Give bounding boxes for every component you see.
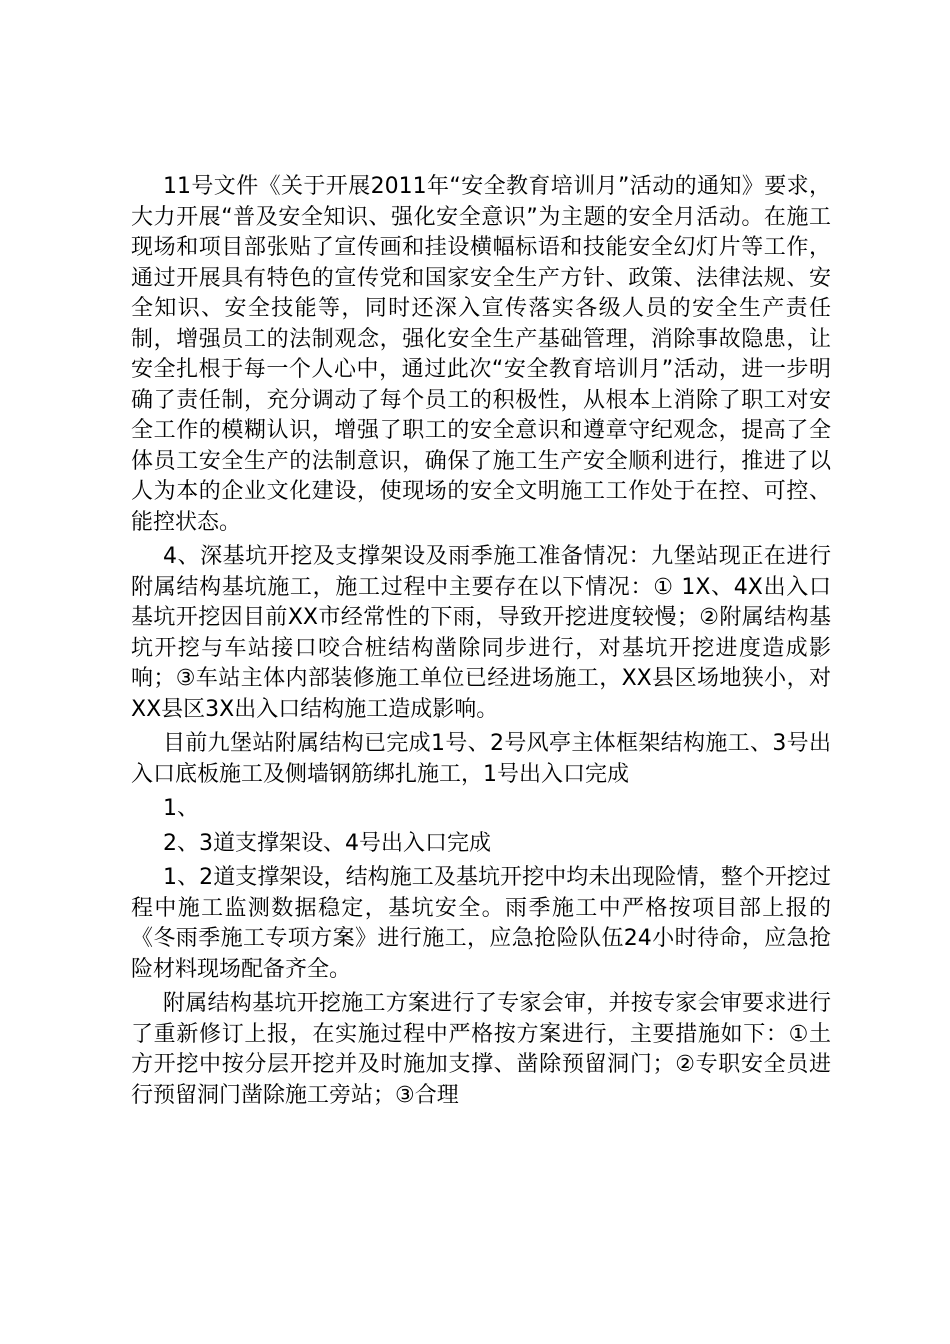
- paragraph-safety-month: 11号文件《关于开展2011年“安全教育培训月”活动的通知》要求，大力开展“普及安全知识、强化安全意识”为主题的安全月活动。在施工现场和项目部张贴了宣传画和挂设横幅标语和技能安全幻灯片等工作，通过开展具有特色的宣传党和国家安全生产方针、政策、法律法规、安全知识、安全技能等，同时还深入宣传落实各级人员的安全生产责任制，增强员工的法制观念，强化安全生产基础管理，消除事故隐患，让安全扎根于每一个人心中，通过此次“安全教育培训月”活动，进一步明确了责任制，充分调动了每个员工的积极性，从根本上消除了职工对安全工作的模糊认识，增强了职工的安全意识和遵章守纪观念，提高了全体员工安全生产的法制意识，确保了施工生产安全顺利进行，推进了以人为本的企业文化建设，使现场的安全文明施工工作处于在控、可控、能控状态。: [131, 174, 831, 535]
- document-page: [131, 172, 831, 1111]
- paragraph-progress: 目前九堡站附属结构已完成1号、2号风亭主体框架结构施工、3号出入口底板施工及侧墙钢筋绑扎施工，1号出入口完成: [131, 731, 831, 787]
- paragraph-rainy-season: 1、2道支撑架设，结构施工及基坑开挖中均未出现险情，整个开挖过程中施工监测数据稳定，基坑安全。雨季施工中严格按项目部上报的《冬雨季施工专项方案》进行施工，应急抢险队伍24小时待命，应急抢险材料现场配备齐全。: [131, 865, 831, 982]
- paragraph-measures: 附属结构基坑开挖施工方案进行了专家会审，并按专家会审要求进行了重新修订上报，在实施过程中严格按方案进行，主要措施如下：①土方开挖中按分层开挖并及时施加支撑、凿除预留洞门；②专职安全员进行预留洞门凿除施工旁站；③合理: [131, 991, 831, 1108]
- paragraph-item-2: 2、3道支撑架设、4号出入口完成: [163, 830, 491, 856]
- paragraph-excavation-status: 4、深基坑开挖及支撑架设及雨季施工准备情况：九堡站现正在进行附属结构基坑施工，施工过程中主要存在以下情况：① 1X、4X出入口基坑开挖因目前XX市经常性的下雨，导致开挖进度较慢；②附属结构基坑开挖与车站接口咬合桩结构凿除同步进行，对基坑开挖进度造成影响；③车站主体内部装修施工单位已经进场施工，XX县区场地狭小，对XX县区3X出入口结构施工造成影响。: [131, 544, 831, 722]
- paragraph-item-1: 1、: [163, 796, 199, 821]
